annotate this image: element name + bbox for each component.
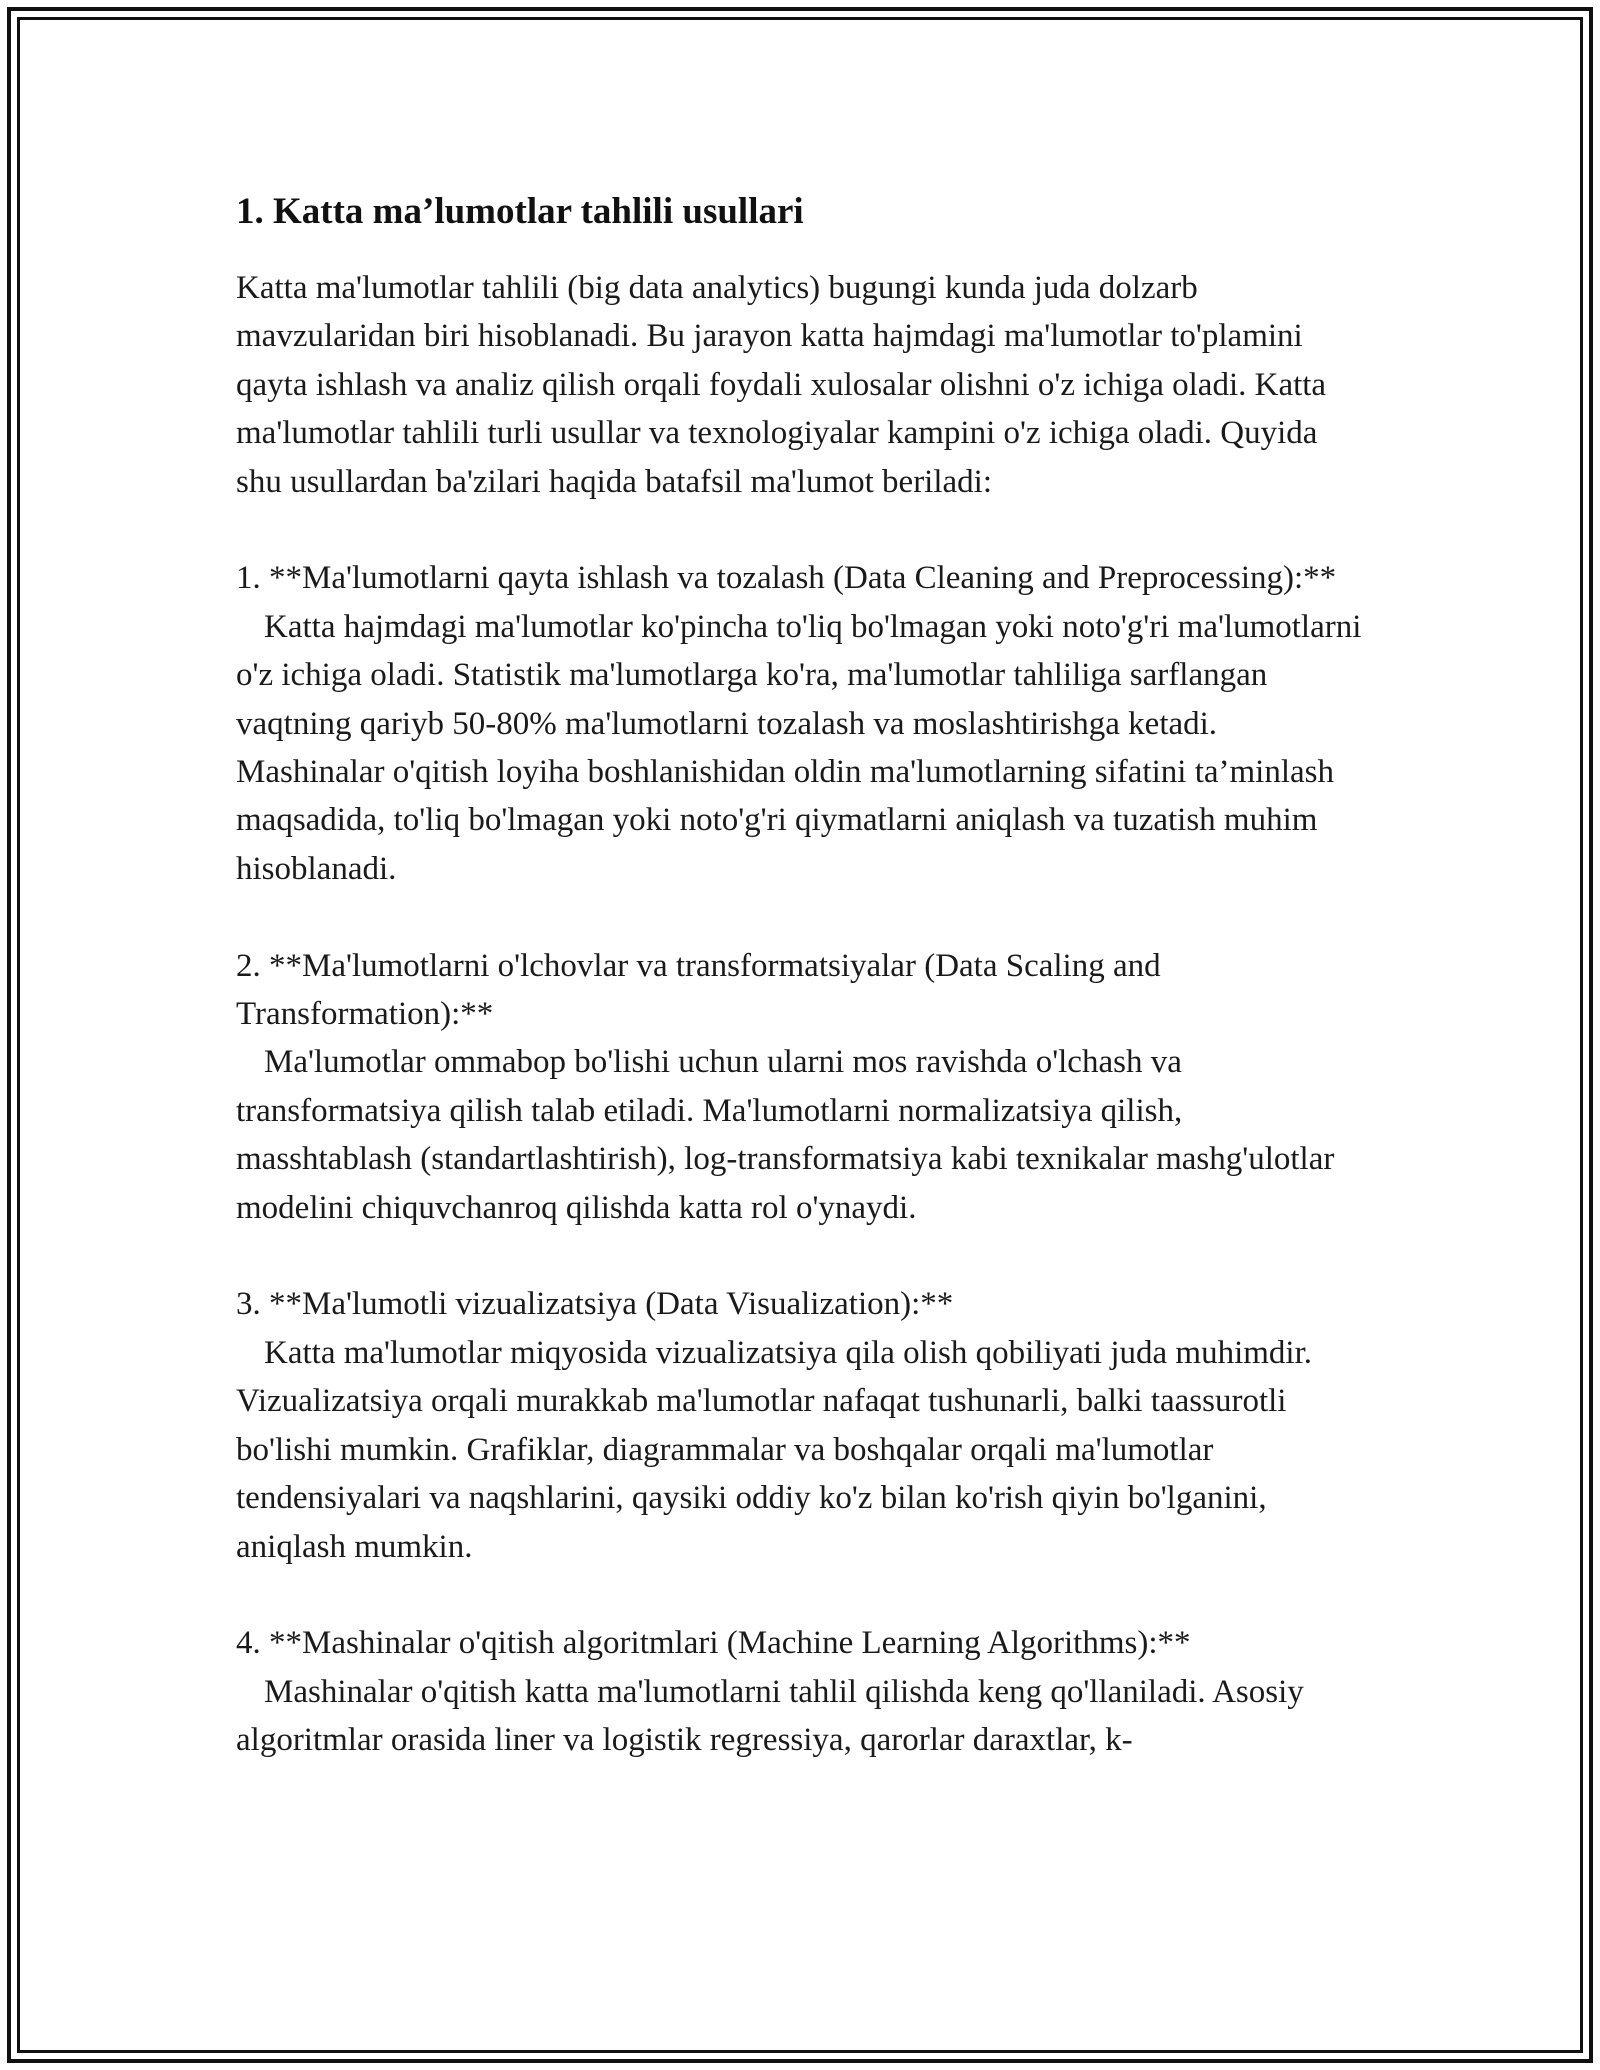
- section-data-scaling: [236, 942, 1366, 1232]
- section-data-visualization: [236, 1280, 1366, 1570]
- section-data-cleaning: [236, 554, 1370, 893]
- section-heading: 4. **Mashinalar o'qitish algoritmlari (Machine Learning Algorithms):**: [236, 1625, 1191, 1662]
- section-body: Mashinalar o'qitish katta ma'lumotlarni tahlil qilishda keng qo'llaniladi. Asosiy algoritmlar orasida liner va logistik regressiya, qarorlar daraxtlar, k-: [236, 1673, 1313, 1759]
- section-body: Katta ma'lumotlar miqyosida vizualizatsiya qila olish qobiliyati juda muhimdir. Vizualizatsiya orqali murakkab ma'lumotlar nafaqat tushunarli, balki taassurotli bo'lishi mumkin. Grafiklar, diagrammalar va boshqalar orqali ma'lumotlar tendensiyalari va naqshlarini, qaysiki oddiy ko'z bilan ko'rish qiyin bo'lganini, aniqlash mumkin.: [236, 1334, 1320, 1565]
- intro-paragraph: Katta ma'lumotlar tahlili (big data analytics) bugungi kunda juda dolzarb mavzularidan biri hisoblanadi. Bu jarayon katta hajmdagi ma'lumotlar to'plamini qayta ishlash va analiz qilish orqali foydali xulosalar olishni o'z ichiga oladi. Katta ma'lumotlar tahlili turli usullar va texnologiyalar kampini o'z ichiga oladi. Quyida shu usullardan ba'zilari haqida batafsil ma'lumot beriladi:: [236, 270, 1335, 500]
- section-heading: 3. **Ma'lumotli vizualizatsiya (Data Visualization):**: [236, 1286, 954, 1323]
- document-body: [236, 186, 1370, 1813]
- section-heading: 2. **Ma'lumotlarni o'lchovlar va transformatsiyalar (Data Scaling and Transformation):**: [236, 947, 1169, 1033]
- section-body: Ma'lumotlar ommabop bo'lishi uchun ularni mos ravishda o'lchash va transformatsiya qilish talab etiladi. Ma'lumotlarni normalizatsiya qilish, masshtablash (standartlashtirish), log-transformatsiya kabi texnikalar mashg'ulotlar modelini chiquvchanroq qilishda katta rol o'ynaydi.: [236, 1044, 1343, 1226]
- section-body: Katta hajmdagi ma'lumotlar ko'pincha to'liq bo'lmagan yoki noto'g'ri ma'lumotlarni o'z ichiga oladi. Statistik ma'lumotlarga ko'ra, ma'lumotlar tahliliga sarflangan vaqtning qariyb 50-80% ma'lumotlarni tozalash va moslashtirishga ketadi. Mashinalar o'qitish loyiha boshlanishidan oldin ma'lumotlarning sifatini ta’minlash maqsadida, to'liq bo'lmagan yoki noto'g'ri qiymatlarni aniqlash va tuzatish muhim hisoblanadi.: [236, 608, 1370, 887]
- section-heading: 1. **Ma'lumotlarni qayta ishlash va tozalash (Data Cleaning and Preprocessing):**: [236, 560, 1337, 597]
- document-title: 1. Katta ma’lumotlar tahlili usullari: [236, 191, 804, 232]
- section-machine-learning: [236, 1619, 1366, 1764]
